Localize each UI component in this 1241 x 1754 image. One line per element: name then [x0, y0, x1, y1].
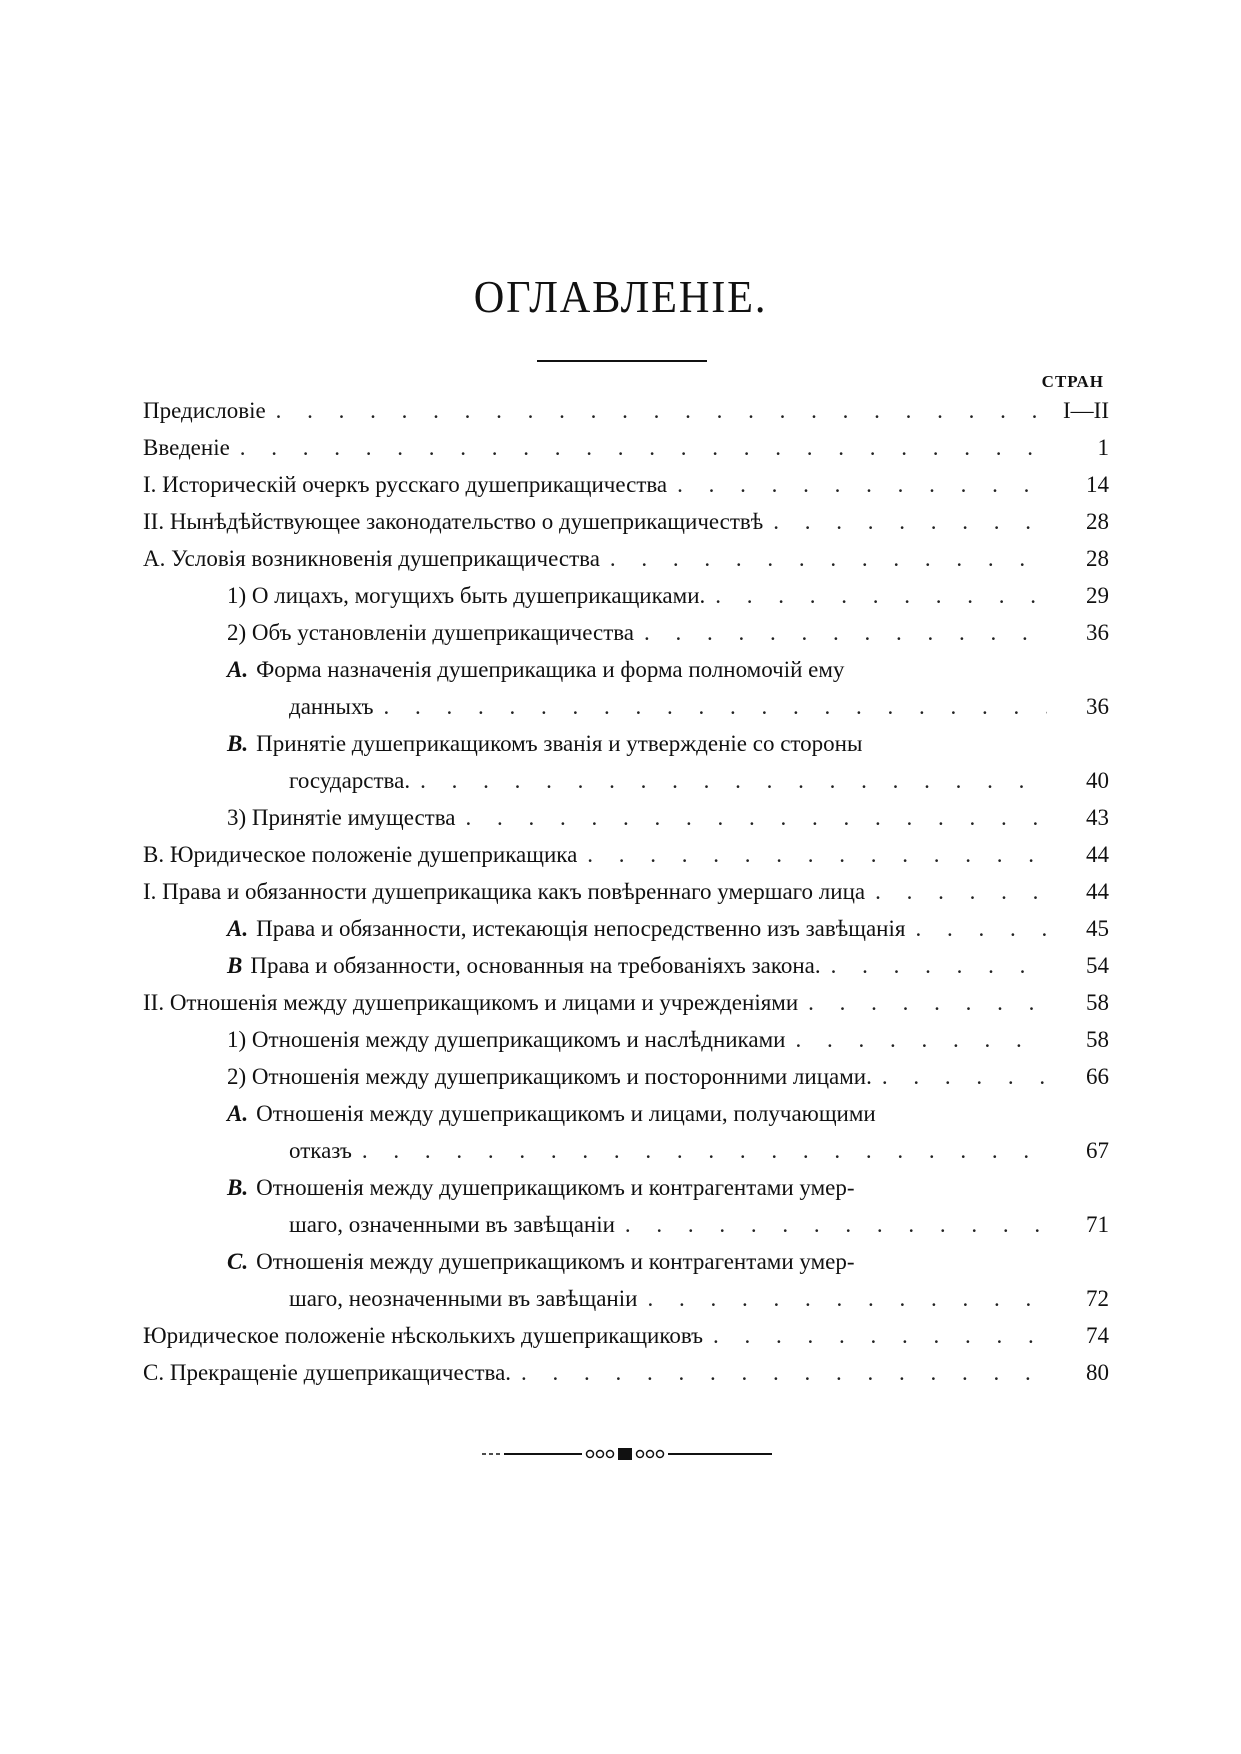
dot-leader [587, 836, 1047, 873]
toc-entry-label: Введеніе [143, 435, 230, 460]
toc-entry [143, 503, 1109, 540]
dot-leader [831, 947, 1047, 984]
toc-entry-label: 1) О лицахъ, могущихъ быть душеприкащиками. [227, 583, 706, 608]
toc-entry-label: II. Нынѣдѣйствующее законодательство о душеприкащичествѣ [143, 509, 764, 534]
toc-entry-page: 54 [1086, 953, 1109, 978]
toc-entry-label: В. Юридическое положеніе душеприкащика [143, 842, 578, 867]
toc-entry-label: Отношенія между душеприкащикомъ и контрагентами умер- [256, 1249, 855, 1274]
toc-entry [143, 873, 1109, 910]
toc-entry [143, 1206, 1109, 1243]
toc-entry [143, 614, 1109, 651]
toc-entry-page: 36 [1086, 694, 1109, 719]
toc-entry-marker: А. [227, 916, 249, 941]
dot-leader [773, 503, 1047, 540]
toc-entry [143, 466, 1109, 503]
page-title: ОГЛАВЛЕНІЕ. [473, 271, 768, 322]
toc-entry-page: 44 [1086, 842, 1109, 867]
dot-leader [875, 873, 1047, 910]
toc-entry [143, 799, 1109, 836]
title-rule [537, 360, 707, 362]
toc-entry-label: 1) Отношенія между душеприкащикомъ и наслѣдниками [227, 1027, 786, 1052]
toc-entry [143, 1095, 1109, 1132]
toc-entry-marker: В. [227, 731, 249, 756]
toc-entry [143, 1243, 1109, 1280]
page-column-header: СТРАН [1041, 372, 1104, 391]
toc-entry [143, 1354, 1109, 1391]
dot-leader [420, 762, 1047, 799]
toc-entry-page: 58 [1086, 1027, 1109, 1052]
toc-entry-page: 45 [1086, 916, 1109, 941]
toc-entry-page: 40 [1086, 768, 1109, 793]
toc-entry-label: Права и обязанности, истекающія непосредственно изъ завѣщанія [256, 916, 906, 941]
toc-entry [143, 688, 1109, 725]
toc-entry-page: 71 [1086, 1212, 1109, 1237]
toc-entry-page: 58 [1086, 990, 1109, 1015]
dot-leader [362, 1132, 1047, 1169]
toc-entry-label: шаго, означенными въ завѣщаніи [289, 1212, 615, 1237]
toc-entry-label: Отношенія между душеприкащикомъ и контрагентами умер- [256, 1175, 855, 1200]
dot-leader [795, 1021, 1047, 1058]
toc-entry [143, 540, 1109, 577]
dot-leader [677, 466, 1047, 503]
toc-entry-page: 28 [1086, 509, 1109, 534]
toc-entry-label: А. Условія возникновенія душеприкащичества [143, 546, 600, 571]
toc-entry [143, 1058, 1109, 1095]
dot-leader [610, 540, 1047, 577]
toc-entry-label: Права и обязанности, основанныя на требованіяхъ закона. [250, 953, 821, 978]
toc-entry-label: 3) Принятіе имущества [227, 805, 456, 830]
toc-entry [143, 1132, 1109, 1169]
dot-leader [915, 910, 1047, 947]
dot-leader [521, 1354, 1047, 1391]
toc-entry [143, 947, 1109, 984]
toc-entry [143, 984, 1109, 1021]
toc-entry-page: 44 [1086, 879, 1109, 904]
dot-leader [715, 577, 1047, 614]
toc-entry-page: 72 [1086, 1286, 1109, 1311]
toc-entry-label: I. Права и обязанности душеприкащика какъ повѣреннаго умершаго лица [143, 879, 866, 904]
toc-entry [143, 651, 1109, 688]
toc-entry-label: II. Отношенія между душеприкащикомъ и лицами и учрежденіями [143, 990, 799, 1015]
toc-entry-label: 2) Объ установленіи душеприкащичества [227, 620, 635, 645]
table-of-contents [143, 392, 1109, 1391]
toc-entry-marker: С. [227, 1249, 249, 1274]
toc-entry-label: Принятіе душеприкащикомъ званія и утвержденіе со стороны [256, 731, 863, 756]
dot-leader [647, 1280, 1047, 1317]
dot-leader [466, 799, 1048, 836]
toc-entry-marker: В [227, 953, 243, 978]
toc-entry-page: 43 [1086, 805, 1109, 830]
toc-entry-page: 66 [1086, 1064, 1109, 1089]
dot-leader [808, 984, 1047, 1021]
toc-entry [143, 725, 1109, 762]
toc-entry [143, 1280, 1109, 1317]
toc-entry-label: 2) Отношенія между душеприкащикомъ и посторонними лицами. [227, 1064, 872, 1089]
toc-entry-page: 28 [1086, 546, 1109, 571]
toc-entry-label: государства. [289, 768, 411, 793]
toc-entry-page: 1 [1097, 435, 1109, 460]
dot-leader [240, 429, 1047, 466]
toc-entry-page: 80 [1086, 1360, 1109, 1385]
ornament-divider [482, 1446, 772, 1462]
toc-entry-label: Отношенія между душеприкащикомъ и лицами, получающими [256, 1101, 876, 1126]
toc-entry-page: I—II [1063, 398, 1109, 423]
toc-entry [143, 1021, 1109, 1058]
toc-entry [143, 762, 1109, 799]
toc-entry-label: Форма назначенія душеприкащика и форма полномочій ему [256, 657, 845, 682]
toc-entry-label: Предисловіе [143, 398, 266, 423]
toc-entry-page: 67 [1086, 1138, 1109, 1163]
toc-entry-label: I. Историческій очеркъ русскаго душеприкащичества [143, 472, 668, 497]
toc-entry-label: С. Прекращеніе душеприкащичества. [143, 1360, 512, 1385]
dot-leader [384, 688, 1048, 725]
toc-entry [143, 577, 1109, 614]
dot-leader [625, 1206, 1047, 1243]
dot-leader [882, 1058, 1047, 1095]
dot-leader [276, 392, 1047, 429]
toc-entry [143, 1317, 1109, 1354]
toc-entry [143, 1169, 1109, 1206]
toc-entry-page: 36 [1086, 620, 1109, 645]
dot-leader [644, 614, 1047, 651]
toc-entry-label: отказъ [289, 1138, 352, 1163]
toc-entry-page: 14 [1086, 472, 1109, 497]
toc-entry-marker: А. [227, 1101, 249, 1126]
toc-entry-label: данныхъ [289, 694, 374, 719]
toc-entry-label: Юридическое положеніе нѣсколькихъ душеприкащиковъ [143, 1323, 704, 1348]
toc-entry-page: 74 [1086, 1323, 1109, 1348]
toc-entry [143, 429, 1109, 466]
toc-entry [143, 392, 1109, 429]
toc-entry [143, 910, 1109, 947]
toc-entry-marker: А. [227, 657, 249, 682]
toc-entry-page: 29 [1086, 583, 1109, 608]
toc-entry [143, 836, 1109, 873]
dot-leader [713, 1317, 1047, 1354]
toc-entry-marker: В. [227, 1175, 249, 1200]
toc-entry-label: шаго, неозначенными въ завѣщаніи [289, 1286, 638, 1311]
